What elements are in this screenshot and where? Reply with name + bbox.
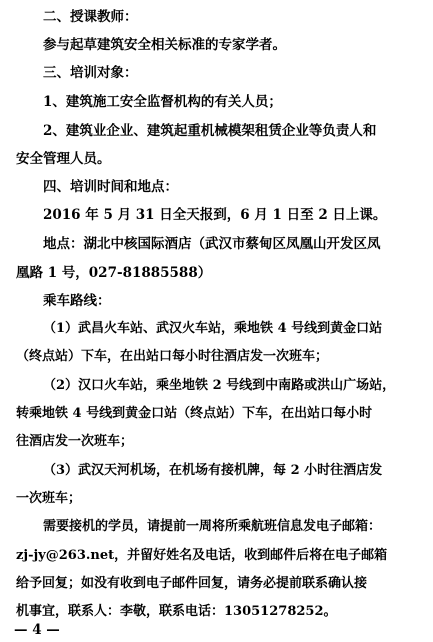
audience-item-1: 1、建筑施工安全监督机构的有关人员；	[43, 94, 282, 110]
route-2-line-3: 往酒店发一次班车；	[16, 434, 134, 449]
section-heading-time-place: 四、培训时间和地点：	[43, 179, 178, 195]
venue-line-1: 地点：湖北中核国际酒店（武汉市蔡甸区凤凰山开发区凤	[43, 236, 381, 252]
venue-line-2: 凰路 1 号，027-81885588）	[16, 265, 212, 281]
pickup-line-3: 给予回复；如没有收到电子邮件回复，请务必提前联系确认接	[16, 576, 368, 591]
section-heading-instructors: 二、授课教师：	[43, 9, 138, 25]
audience-item-2-line-1: 2、建筑业企业、建筑起重机械模架租赁企业等负责人和	[43, 123, 377, 139]
pickup-line-1: 需要接机的学员，请提前一周将所乘航班信息发电子邮箱：	[43, 519, 382, 534]
instructors-text: 参与起草建筑安全相关标准的专家学者。	[43, 37, 286, 53]
route-1-line-2: （终点站）下车，在出站口每小时往酒店发一次班车；	[16, 349, 329, 364]
route-2-line-1: （2）汉口火车站，乘坐地铁 2 号线到中南路或洪山广场站，	[43, 378, 396, 393]
section-heading-audience: 三、培训对象：	[43, 65, 138, 81]
route-2-line-2: 转乘地铁 4 号线到黄金口站（终点站）下车，在出站口每小时	[16, 406, 373, 421]
pickup-line-2: zj-jy@263.net，并留好姓名及电话，收到邮件后将在电子邮箱	[16, 548, 388, 563]
audience-item-2-line-2: 安全管理人员。	[16, 151, 111, 167]
route-3-line-1: （3）武汉天河机场，在机场有接机牌，每 2 小时往酒店发	[43, 463, 383, 478]
page-number: — 4 —	[14, 622, 60, 638]
training-dates: 2016 年 5 月 31 日全天报到，6 月 1 日至 2 日上课。	[43, 207, 387, 223]
route-1-line-1: （1）武昌火车站、武汉火车站，乘地铁 4 号线到黄金口站	[43, 321, 383, 336]
route-3-line-2: 一次班车；	[16, 491, 82, 506]
pickup-line-4: 机事宜，联系人：李敬，联系电话：13051278252。	[16, 604, 337, 619]
route-heading: 乘车路线：	[43, 293, 111, 309]
